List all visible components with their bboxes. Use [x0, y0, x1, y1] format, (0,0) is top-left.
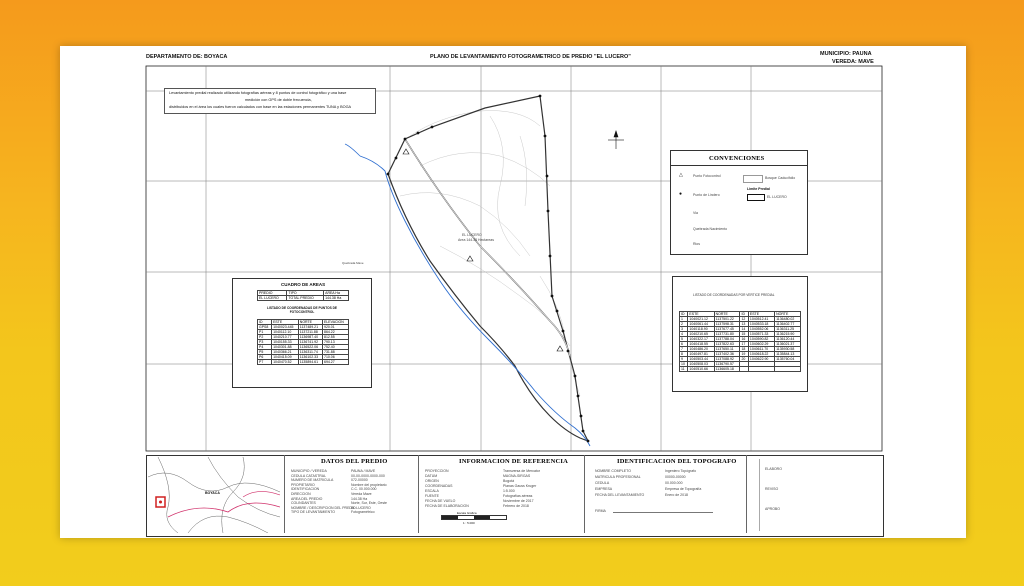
- sign-aprobo: APROBO: [765, 507, 780, 511]
- inset-label: BOYACA: [205, 491, 220, 495]
- table-header: ESTE: [748, 312, 774, 317]
- stream-label: Quebrada Mave: [342, 261, 364, 265]
- field-value: C.C. 00.000.000: [351, 487, 377, 492]
- table-cell: 1136790.57: [714, 362, 740, 367]
- field-label: DIRECCION: [291, 492, 311, 496]
- table-cell: 1040301.88: [272, 345, 299, 350]
- scale-label: Escala Gráfica: [457, 511, 477, 515]
- field-value: Febrero de 2018: [503, 504, 529, 508]
- table-cell: 694.27: [323, 360, 349, 365]
- datos-title: DATOS DEL PREDIO: [321, 458, 388, 465]
- field-value: Fotografías aéreas: [503, 494, 533, 498]
- table-cell: 1136102.33: [298, 355, 322, 360]
- table-cell: 3: [680, 327, 688, 332]
- coords-title: LISTADO DE COORDENADAS DE PUNTOS DE FOTOCONTROL: [267, 306, 338, 314]
- table-cell: 1040510.66: [688, 367, 714, 372]
- table-cell: 1137677.45: [714, 327, 740, 332]
- table-cell: 864.22: [323, 330, 349, 335]
- table-cell: 1137088.92: [714, 357, 740, 362]
- legend-box: [670, 150, 808, 255]
- table-cell: 1040210.65: [688, 332, 714, 337]
- table-cell: P4: [258, 345, 272, 350]
- field-value: PAUNA / MAVE: [351, 469, 376, 473]
- field-label: ESCALA: [425, 489, 439, 493]
- note-line-3: distribuidos en el área los cuales fueron calculados con base en las estaciones permanentes TUNA y BOGA: [169, 105, 352, 109]
- boundary-table: [679, 311, 801, 372]
- table-cell: 1040508.03: [688, 362, 714, 367]
- areas-header-predio: PREDIO: [258, 291, 287, 296]
- legend-title: CONVENCIONES: [709, 155, 765, 162]
- note-line-1: Levantamiento predial realizado utilizando fotografías aéreas y 8 puntos de control fotográfico y una base: [169, 91, 347, 95]
- field-label: CEDULA CATASTRAL: [291, 473, 327, 478]
- municipio-label: MUNICIPIO: PAUNA: [820, 51, 872, 57]
- boundary-panel: [672, 276, 808, 392]
- table-cell: 1040622.90: [748, 357, 774, 362]
- field-value: EL LUCERO: [351, 505, 371, 510]
- triangle-icon: △: [679, 172, 683, 178]
- table-cell: 1135760.04: [775, 357, 801, 362]
- table-cell: 1136522.06: [298, 345, 322, 350]
- table-row: [258, 360, 349, 365]
- table-cell: 13: [740, 322, 748, 327]
- table-cell: 6: [680, 342, 688, 347]
- table-cell: 1040590.82: [748, 337, 774, 342]
- table-cell: 1040155.33: [272, 340, 299, 345]
- table-cell: 1040418.55: [688, 342, 714, 347]
- table-cell: 17: [740, 342, 748, 347]
- table-cell: 1137650.11: [714, 347, 740, 352]
- table-cell: 1040618.22: [748, 352, 774, 357]
- field-value: 00.000.000: [665, 481, 683, 485]
- table-header: ID: [740, 312, 748, 317]
- field-value: Enero de 2018: [665, 493, 688, 497]
- field-value: Nombre del propietario: [351, 482, 387, 487]
- table-cell: P2: [258, 335, 272, 340]
- table-cell: 2: [680, 322, 688, 327]
- table-cell: 7: [680, 347, 688, 352]
- legend-item-photocontrol: Punto Fotocontrol: [693, 174, 721, 178]
- forest-swatch: [743, 175, 763, 183]
- table-cell: 1137822.63: [714, 342, 740, 347]
- field-label: MUNICIPIO / VEREDA: [291, 469, 327, 473]
- field-value: Planas Gauss Kruger: [503, 484, 537, 488]
- table-cell: 14: [740, 327, 748, 332]
- table-cell: 752.40: [323, 345, 349, 350]
- info-panel: [418, 455, 583, 533]
- table-header: ESTE: [272, 320, 299, 325]
- table-cell: 16: [740, 337, 748, 342]
- coords-table: [257, 319, 349, 365]
- sign-elaboro: ELABORO: [765, 467, 782, 471]
- field-label: NUMERO DE MATRICULA: [291, 478, 334, 483]
- table-cell: P1: [258, 330, 272, 335]
- table-cell: 710.06: [323, 355, 349, 360]
- table-header: NORTE: [775, 312, 801, 317]
- sign-reviso: REVISO: [765, 487, 779, 491]
- field-label: FECHA DEL LEVANTAMIENTO: [595, 493, 645, 497]
- table-cell: 1040112.10: [272, 330, 299, 335]
- table-cell: [748, 367, 774, 372]
- field-label: TIPO DE LEVANTAMIENTO: [291, 510, 335, 515]
- table-cell: 1135894.61: [298, 360, 322, 365]
- department-label: DEPARTAMENTO DE: BOYACA: [146, 54, 228, 60]
- table-cell: [740, 367, 748, 372]
- field-value: Fotogramétrico: [351, 510, 375, 515]
- field-value: Transversa de Mercator: [503, 469, 541, 473]
- table-cell: 1040118.90: [688, 327, 714, 332]
- table-cell: 1137731.80: [714, 332, 740, 337]
- table-cell: P5: [258, 350, 272, 355]
- table-cell: 1136215.90: [775, 332, 801, 337]
- field-value: Ingeniero Topógrafo: [665, 469, 697, 473]
- table-cell: 5: [680, 337, 688, 342]
- field-label: PROYECCION: [425, 469, 449, 473]
- field-label: ORIGEN: [425, 479, 439, 483]
- table-cell: 1040061.44: [688, 322, 714, 327]
- table-cell: 920.01: [323, 325, 349, 330]
- table-header: ESTE: [688, 312, 714, 317]
- table-cell: 1136021.37: [775, 342, 801, 347]
- table-cell: 1136402.77: [775, 322, 801, 327]
- field-value: 00000-00000: [665, 475, 686, 479]
- table-header: ID: [258, 320, 272, 325]
- field-label: PROPIETARIO: [291, 482, 315, 487]
- parcel-area-label: Area 144.38 Hectareas: [458, 238, 494, 242]
- table-cell: 1137402.36: [714, 352, 740, 357]
- note-line-2: medición con GPS de doble frecuencia,: [245, 98, 312, 102]
- table-cell: GPS8: [258, 325, 272, 330]
- table-cell: 8: [680, 352, 688, 357]
- legend-divider: [671, 165, 807, 166]
- sign-divider: [759, 459, 760, 531]
- table-cell: 1040021.12: [688, 317, 714, 322]
- parcel-label: EL LUCERO: [462, 233, 482, 237]
- scale-text: 1 : 5.000: [463, 521, 475, 525]
- datos-panel: [284, 455, 417, 533]
- field-label: NOMBRE / DESCRIPCION DEL PREDIO: [291, 505, 356, 510]
- table-cell: 1137598.31: [714, 322, 740, 327]
- table-cell: 1040533.18: [748, 322, 774, 327]
- signoff-panel: [746, 455, 883, 533]
- table-cell: 1040023.445: [272, 325, 299, 330]
- areas-header-tipo: TIPO: [287, 291, 324, 296]
- dot-icon: ●: [679, 191, 683, 197]
- legend-item-limite: Limite Predial: [747, 187, 770, 191]
- areas-panel: [232, 278, 372, 388]
- boundary-title: LISTADO DE COORDENADAS POR VERTICE PREDIAL: [693, 293, 775, 297]
- field-value: MAGNA-SIRGAS: [503, 474, 531, 478]
- field-label: AREA DEL PREDIO: [291, 496, 323, 501]
- table-cell: 1040470.52: [272, 360, 299, 365]
- topo-title: IDENTIFICACION DEL TOPOGRAFO: [617, 458, 737, 465]
- field-value: Empresa de Topografía: [665, 487, 702, 491]
- field-label: FECHA DE ELABORACION: [425, 504, 469, 508]
- table-cell: 1136480.02: [775, 317, 801, 322]
- field-value: Noviembre de 2017: [503, 499, 534, 503]
- table-cell: 1135844.13: [775, 352, 801, 357]
- field-value: 144.38 Ha: [351, 496, 368, 501]
- table-cell: 1137489.21: [298, 325, 322, 330]
- table-cell: 1136120.44: [775, 337, 801, 342]
- table-cell: 790.13: [323, 340, 349, 345]
- table-header: ID: [680, 312, 688, 317]
- table-cell: P3: [258, 340, 272, 345]
- field-label: COORDENADAS: [425, 484, 453, 488]
- table-cell: 11: [680, 367, 688, 372]
- firma-line: [613, 512, 713, 513]
- table-cell: 20: [740, 357, 748, 362]
- table-cell: 4: [680, 332, 688, 337]
- table-cell: 1136605.18: [714, 367, 740, 372]
- legend-item-lindero: Punto de Lindero: [693, 193, 720, 197]
- table-cell: 9: [680, 357, 688, 362]
- field-label: FUENTE: [425, 494, 439, 498]
- field-value: Bogotá: [503, 479, 515, 483]
- table-cell: 1136741.92: [298, 340, 322, 345]
- areas-cell: EL LUCERO: [258, 296, 287, 301]
- table-cell: 1135930.58: [775, 347, 801, 352]
- table-cell: 1040552.06: [748, 327, 774, 332]
- note-box: [164, 88, 376, 114]
- field-value: 072-00000: [351, 478, 368, 483]
- table-cell: 1137211.88: [298, 330, 322, 335]
- field-label: IDENTIFICACION: [291, 487, 320, 492]
- vereda-label: VEREDA: MAVE: [832, 59, 874, 65]
- table-cell: P7: [258, 360, 272, 365]
- table-cell: 1040512.41: [748, 317, 774, 322]
- table-cell: 12: [740, 317, 748, 322]
- table-cell: [775, 367, 801, 372]
- table-cell: 1040602.29: [748, 342, 774, 347]
- table-cell: 1: [680, 317, 688, 322]
- field-value: Norte, Sur, Este, Oeste: [351, 501, 387, 506]
- table-cell: 1040611.70: [748, 347, 774, 352]
- areas-cell: 144.38 Ha: [324, 296, 349, 301]
- field-label: CEDULA: [595, 481, 610, 485]
- table-cell: 1040366.21: [272, 350, 299, 355]
- table-cell: 19: [740, 352, 748, 357]
- table-cell: 1136311.25: [775, 327, 801, 332]
- info-title: INFORMACION DE REFERENCIA: [459, 458, 569, 465]
- table-cell: 1040415.09: [272, 355, 299, 360]
- limit-swatch: [747, 194, 765, 201]
- table-cell: 18: [740, 347, 748, 352]
- table-cell: 1040322.17: [688, 337, 714, 342]
- firma-label: FIRMA: [595, 509, 606, 513]
- table-header: ELEVACION: [323, 320, 349, 325]
- legend-item-quebrada: Quebrada Nacimiento: [693, 227, 728, 231]
- table-cell: 10: [680, 362, 688, 367]
- field-label: EMPRESA: [595, 487, 613, 491]
- areas-cell: TOTAL PREDIO: [287, 296, 324, 301]
- field-label: FECHA DE VUELO: [425, 499, 456, 503]
- areas-title: CUADRO DE AREAS: [281, 282, 326, 287]
- table-cell: 1137501.22: [714, 317, 740, 322]
- table-cell: 1040503.44: [688, 357, 714, 362]
- table-cell: P6: [258, 355, 272, 360]
- scale-bar: [441, 515, 507, 520]
- table-header: NORTE: [298, 320, 322, 325]
- map-sheet: [60, 46, 966, 538]
- legend-item-via: Via: [693, 211, 698, 215]
- table-cell: 1040497.81: [688, 352, 714, 357]
- field-label: NOMBRE COMPLETO: [595, 469, 631, 473]
- legend-item-bosque: Bosque Caducifolio: [765, 176, 796, 180]
- field-label: MATRICULA PROFESIONAL: [595, 475, 641, 479]
- table-cell: 1040571.33: [748, 332, 774, 337]
- table-cell: 1136987.40: [298, 335, 322, 340]
- table-cell: 812.55: [323, 335, 349, 340]
- table-cell: 1040486.20: [688, 347, 714, 352]
- table-cell: 1136311.74: [298, 350, 322, 355]
- areas-table: [257, 290, 349, 301]
- table-cell: 1040210.77: [272, 335, 299, 340]
- field-value: Vereda Mave: [351, 492, 372, 496]
- table-row: [680, 367, 801, 372]
- field-value: 00-00-0000-0000-000: [351, 473, 385, 478]
- table-header: NORTE: [714, 312, 740, 317]
- map-title: PLANO DE LEVANTAMIENTO FOTOGRAMETRICO DE PREDIO "EL LUCERO": [430, 54, 631, 60]
- inset-map: [148, 457, 280, 533]
- field-label: DATUM: [425, 474, 438, 478]
- field-value: 1:5.000: [503, 489, 515, 493]
- legend-item-rios: Rios: [693, 242, 701, 246]
- field-label: COLINDANTES: [291, 501, 316, 506]
- table-cell: 1137788.04: [714, 337, 740, 342]
- areas-header-area: AREA Ha: [324, 291, 349, 296]
- legend-item-lucero: EL LUCERO: [767, 195, 787, 199]
- table-cell: 731.88: [323, 350, 349, 355]
- topo-panel: [584, 455, 745, 533]
- table-cell: 15: [740, 332, 748, 337]
